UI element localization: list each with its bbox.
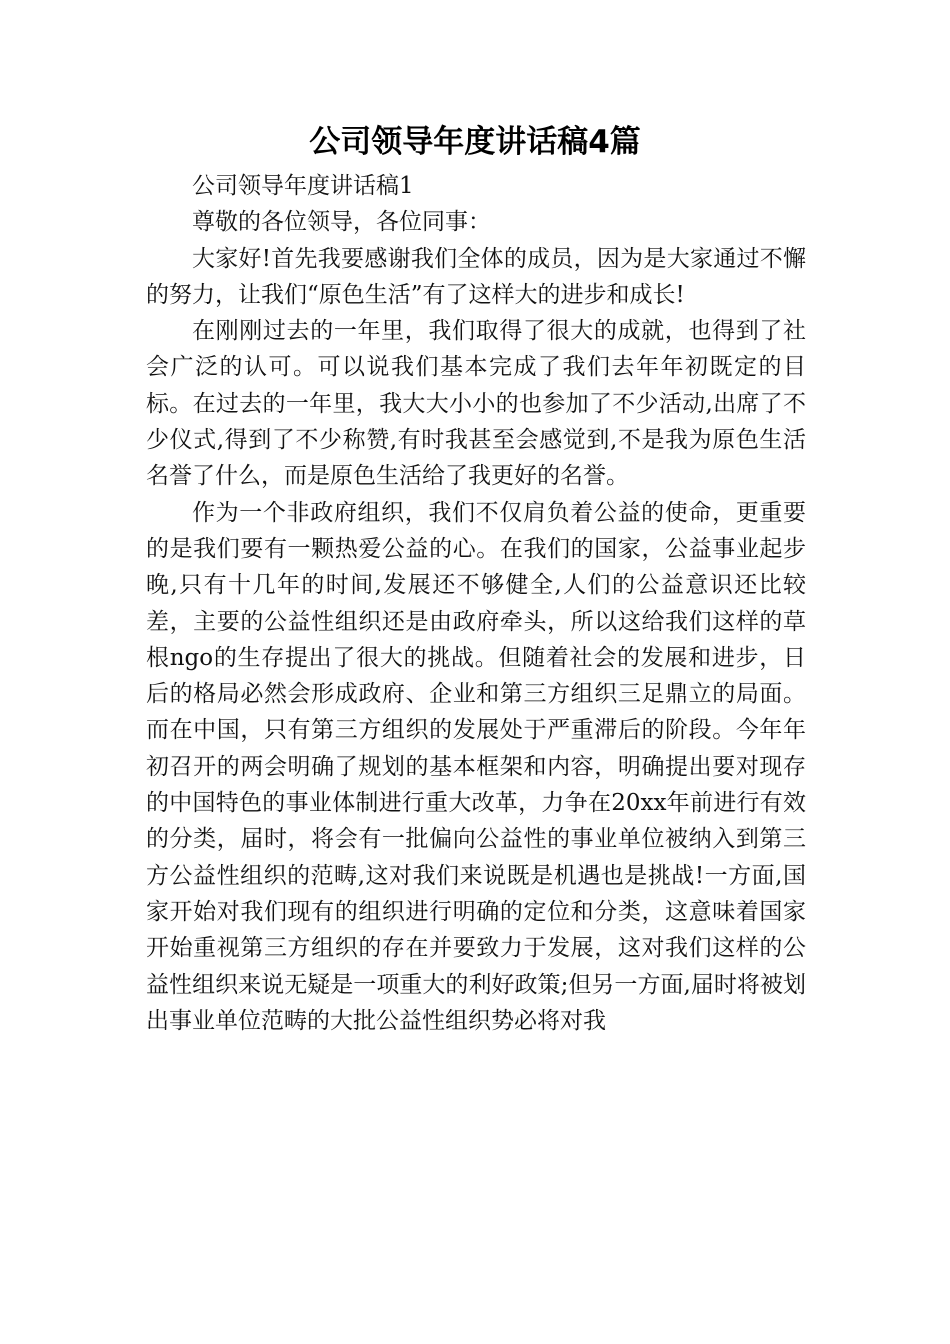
- paragraph: 作为一个非政府组织，我们不仅肩负着公益的使命，更重要的是我们要有一颗热爱公益的心。在我们的国家，公益事业起步晚,只有十几年的时间,发展还不够健全,人们的公益意识还比较差，主要的公益性组织还是由政府牵头，所以这给我们这样的草根ngo的生存提出了很大的挑战。但随着社会的发展和进步，日后的格局必然会形成政府、企业和第三方组织三足鼎立的局面。而在中国，只有第三方组织的发展处于严重滞后的阶段。今年年初召开的两会明确了规划的基本框架和内容，明确提出要对现存的中国特色的事业体制进行重大改革，力争在20xx年前进行有效的分类，届时，将会有一批偏向公益性的事业单位被纳入到第三方公益性组织的范畴,这对我们来说既是机遇也是挑战!一方面,国家开始对我们现有的组织进行明确的定位和分类，这意味着国家开始重视第三方组织的存在并要致力于发展，这对我们这样的公益性组织来说无疑是一项重大的利好政策;但另一方面,届时将被划出事业单位范畴的大批公益性组织势必将对我: [146, 499, 806, 1034]
- paragraph: 在刚刚过去的一年里，我们取得了很大的成就，也得到了社会广泛的认可。可以说我们基本完成了我们去年年初既定的目标。在过去的一年里，我大大小小的也参加了不少活动,出席了不少仪式,得到了不少称赞,有时我甚至会感觉到,不是我为原色生活名誉了什么，而是原色生活给了我更好的名誉。: [146, 318, 806, 490]
- paragraph-subtitle: 公司领导年度讲话稿1: [192, 173, 414, 199]
- paragraph-salutation: 尊敬的各位领导，各位同事：: [192, 209, 491, 236]
- document-title: 公司领导年度讲话稿4篇: [309, 124, 641, 160]
- document-body: [146, 168, 806, 1039]
- paragraph: 大家好!首先我要感谢我们全体的成员，因为是大家通过不懈的努力，让我们“原色生活”有了这样大的进步和成长!: [146, 245, 806, 308]
